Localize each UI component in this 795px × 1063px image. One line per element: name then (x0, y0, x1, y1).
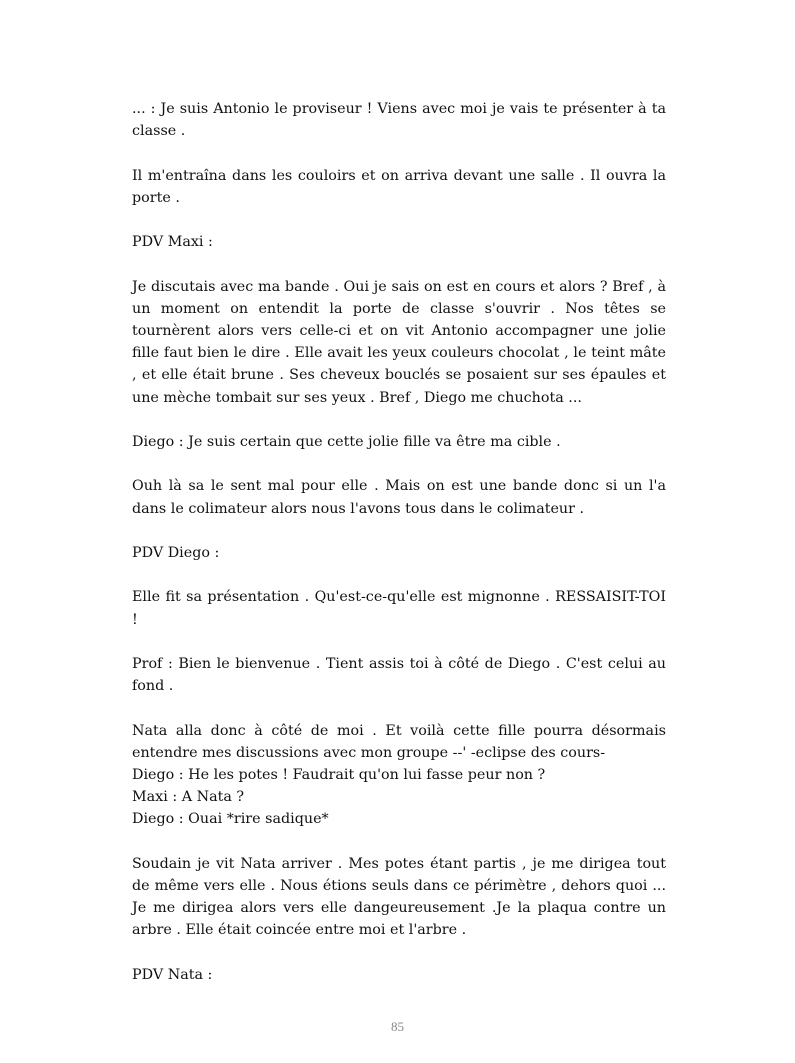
paragraph-prof: Prof : Bien le bienvenue . Tient assis toi à côté de Diego . C'est celui au fond . (132, 655, 666, 695)
dialogue-line: Diego : He les potes ! Faudrait qu'on lui fasse peur non ? (132, 766, 546, 783)
dialogue-line: Maxi : A Nata ? (132, 789, 245, 806)
dialogue-line: Diego : Ouai *rire sadique* (132, 811, 329, 828)
heading-pdv-nata: PDV Nata : (132, 966, 213, 983)
heading-pdv-maxi: PDV Maxi : (132, 234, 213, 251)
paragraph-diego-cible: Diego : Je suis certain que cette jolie fille va être ma cible . (132, 433, 561, 450)
page-number: 85 (391, 1019, 404, 1034)
paragraph-bande: Je discutais avec ma bande . Oui je sais on est en cours et alors ? Bref , à un moment on entendit la porte de classe s'ouvrir . Nos têtes se tournèrent alors vers celle-ci et on vit Antonio accompagner une jolie fille faut bien le dire . Elle avait les yeux couleurs chocolat , le teint mâte , et elle était brune . Ses cheveux bouclés se posaient sur ses épaules et une mèche tombait sur ses yeux . Bref , Diego me chuchota ... (132, 278, 666, 406)
paragraph-presentation: Elle fit sa présentation . Qu'est-ce-qu'elle est mignonne . RESSAISIT-TOI ! (132, 589, 666, 628)
paragraph-soudain: Soudain je vit Nata arriver . Mes potes étant partis , je me dirigea tout de même vers elle . Nous étions seuls dans ce périmètre , dehors quoi ... Je me dirigea alors vers elle dangeureusement .Je la plaqua contre un arbre . Elle était coincée entre moi et l'arbre . (132, 855, 666, 939)
paragraph-couloirs: Il m'entraîna dans les couloirs et on arriva devant une salle . Il ouvra la porte . (132, 167, 666, 206)
paragraph-proviseur: ... : Je suis Antonio le proviseur ! Viens avec moi je vais te présenter à ta classe . (132, 101, 666, 140)
heading-pdv-diego: PDV Diego : (132, 544, 220, 561)
dialogue-block (132, 720, 666, 831)
paragraph-colimateur: Ouh là sa le sent mal pour elle . Mais on est une bande donc si un l'a dans le colimateur alors nous l'avons tous dans le colimateur . (132, 478, 666, 517)
body-text (132, 98, 666, 1008)
dialogue-intro: Nata alla donc à côté de moi . Et voilà cette fille pourra désormais entendre mes discussions avec mon groupe --' -eclipse des cours- (132, 722, 666, 761)
